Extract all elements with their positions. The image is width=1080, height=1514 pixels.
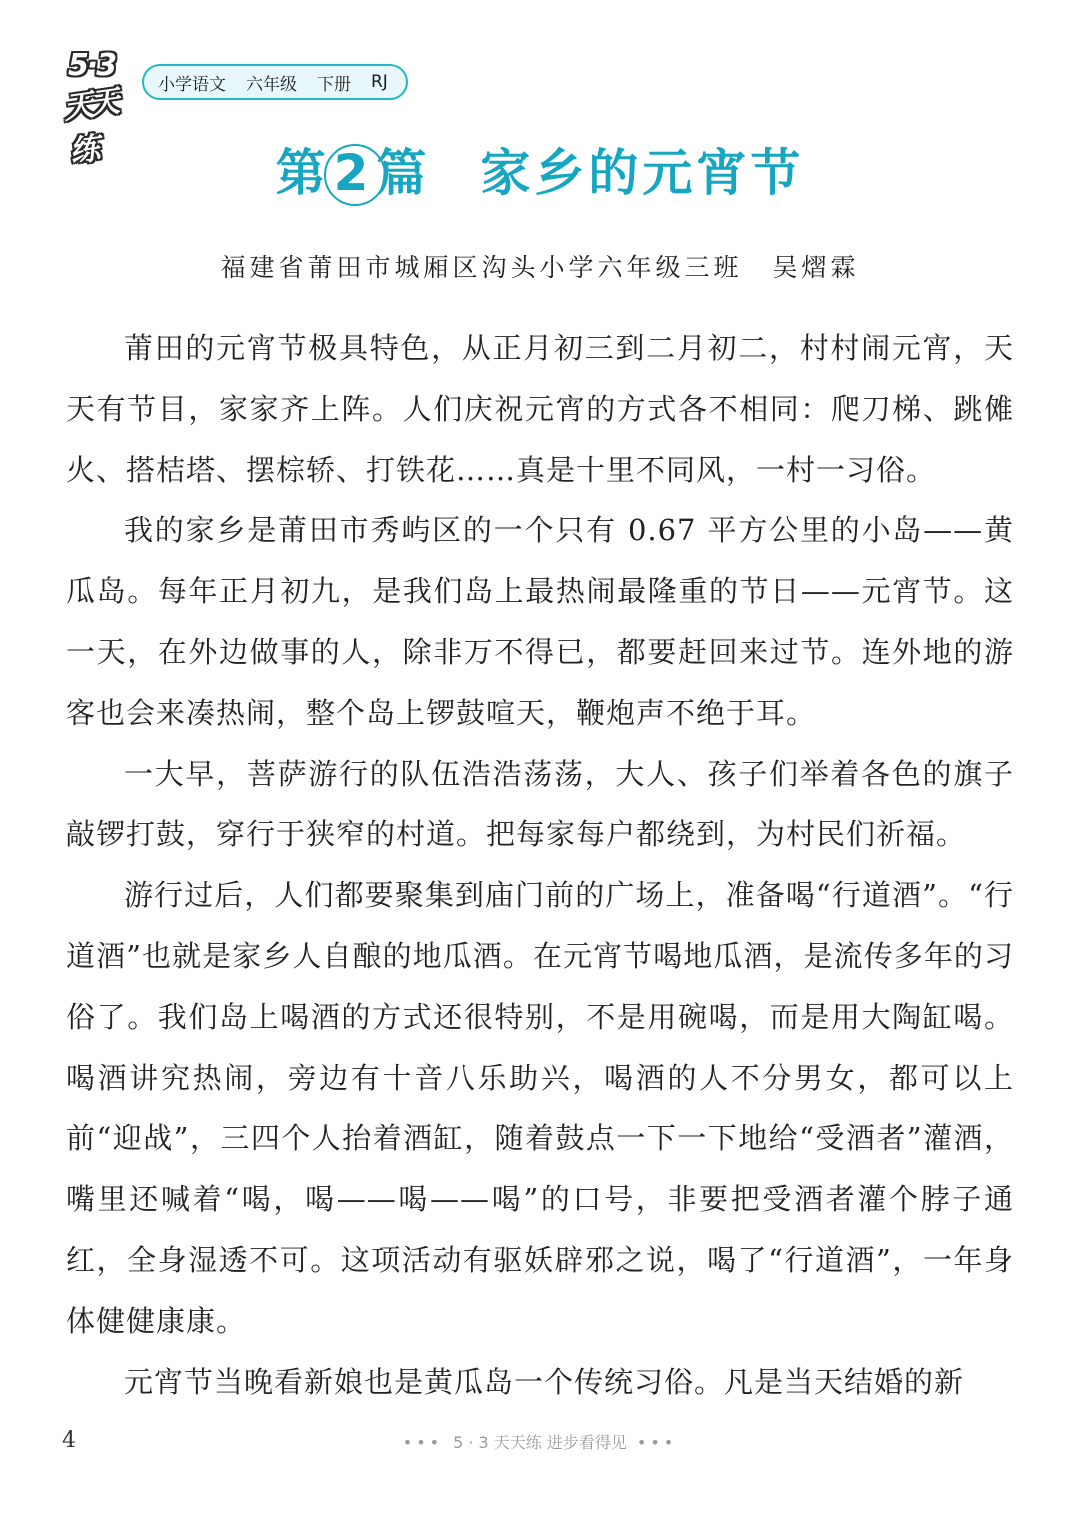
brand-logo <box>61 48 142 170</box>
title-number-badge <box>334 138 373 208</box>
grade-label: 六年级 <box>246 74 297 95</box>
article-title <box>0 138 1080 208</box>
logo-word: 天天练 <box>61 84 118 170</box>
book-info-badge <box>142 64 408 100</box>
title-number: 2 <box>333 144 373 202</box>
footer-dots-left: ••• <box>402 1433 444 1452</box>
school-name: 福建省莆田市城厢区沟头小学六年级三班 <box>220 253 743 282</box>
footer-dots-right: ••• <box>636 1433 678 1452</box>
title-suffix: 篇 <box>376 144 431 202</box>
author-name: 吴熠霖 <box>772 253 860 282</box>
title-text: 家乡的元宵节 <box>480 144 805 202</box>
author-byline <box>0 248 1080 284</box>
logo-number: 5·3 <box>68 48 116 83</box>
subject-label: 小学语文 <box>158 74 226 95</box>
article-body <box>66 318 1014 1412</box>
edition-label: RJ <box>371 72 388 92</box>
footer-slogan <box>0 1430 1080 1453</box>
paragraph: 元宵节当晚看新娘也是黄瓜岛一个传统习俗。凡是当天结婚的新 <box>124 1364 965 1399</box>
volume-label: 下册 <box>317 74 351 95</box>
page-number: 4 <box>62 1428 76 1453</box>
paragraph: 莆田的元宵节极具特色，从正月初三到二月初二，村村闹元宵，天天有节目，家家齐上阵。人们庆祝元宵的方式各不相同：爬刀梯、跳傩火、搭桔塔、摆棕轿、打铁花……真是十里不同风，一村一习俗。 <box>66 331 1014 487</box>
paragraph: 游行过后，人们都要聚集到庙门前的广场上，准备喝“行道酒”。“行道酒”也就是家乡人自酿的地瓜酒。在元宵节喝地瓜酒，是流传多年的习俗了。我们岛上喝酒的方式还很特别，不是用碗喝，而是用大陶缸喝。喝酒讲究热闹，旁边有十音八乐助兴，喝酒的人不分男女，都可以上前“迎战”，三四个人抬着酒缸，随着鼓点一下一下地给“受酒者”灌酒，嘴里还喊着“喝，喝——喝——喝”的口号，非要把受酒者灌个脖子通红，全身湿透不可。这项活动有驱妖辟邪之说，喝了“行道酒”，一年身体健健康康。 <box>66 878 1014 1338</box>
paragraph: 我的家乡是莆田市秀屿区的一个只有 0.67 平方公里的小岛——黄瓜岛。每年正月初九，是我们岛上最热闹最隆重的节日——元宵节。这一天，在外边做事的人，除非万不得已，都要赶回来过节。连外地的游客也会来凑热闹，整个岛上锣鼓喧天，鞭炮声不绝于耳。 <box>66 513 1014 730</box>
title-prefix: 第 <box>275 144 330 202</box>
slogan-text: 5 · 3 天天练 进步看得见 <box>453 1433 627 1452</box>
paragraph: 一大早，菩萨游行的队伍浩浩荡荡，大人、孩子们举着各色的旗子敲锣打鼓，穿行于狭窄的村道。把每家每户都绕到，为村民们祈福。 <box>66 756 1014 852</box>
